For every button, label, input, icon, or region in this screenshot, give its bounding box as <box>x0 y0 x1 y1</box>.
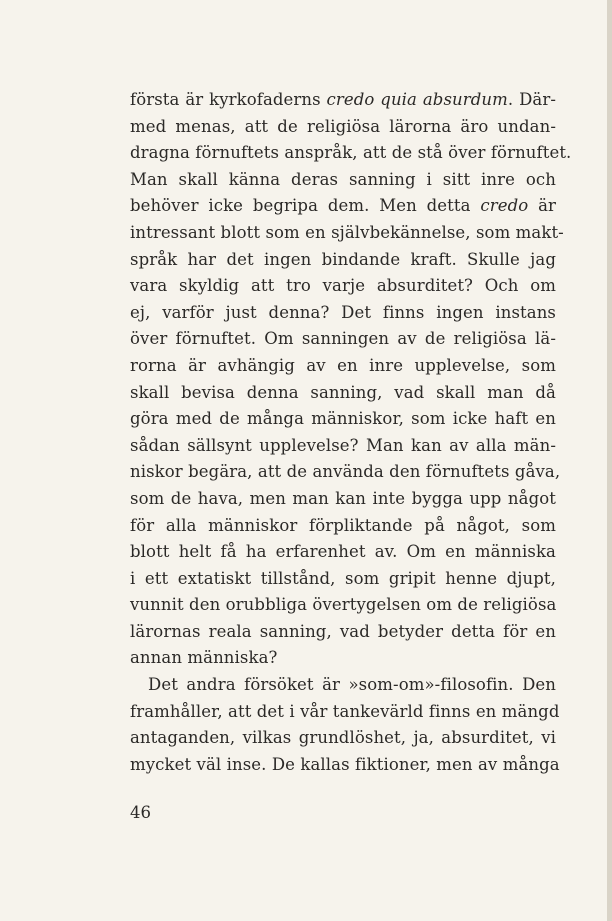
text-line: i ett extatiskt tillstånd, som gripit henne djupt, <box>130 568 556 588</box>
text-line: annan människa? <box>130 648 278 668</box>
text-line: behöver icke begripa dem. Men detta credo är <box>130 196 556 216</box>
text-line: första är kyrkofaderns credo quia absurdum. Där- <box>130 90 557 109</box>
text-line: vunnit den orubbliga övertygelsen om de religiösa <box>130 595 557 615</box>
page-number: 46 <box>130 803 151 822</box>
text-line: som de hava, men man kan inte bygga upp något <box>130 488 556 508</box>
text-line: intressant blott som en självbekännelse, som makt- <box>130 222 564 242</box>
text-line: ej, varför just denna? Det finns ingen instans <box>130 302 556 322</box>
text-line: över förnuftet. Om sanningen av de religiösa lä- <box>130 329 556 349</box>
text-line: språk har det ingen bindande kraft. Skulle jag <box>130 249 556 269</box>
text-line: mycket väl inse. De kallas fiktioner, men av många <box>130 754 560 774</box>
page-gutter-edge <box>607 0 612 921</box>
text-line: niskor begära, att de använda den förnuftets gåva, <box>130 462 561 482</box>
text-line: göra med de många människor, som icke haft en <box>130 409 556 429</box>
text-line: antaganden, vilkas grundlöshet, ja, absurditet, vi <box>130 728 556 748</box>
text-line: vara skyldig att tro varje absurditet? Och om <box>130 276 556 296</box>
text-line: med menas, att de religiösa lärorna äro undan- <box>130 116 556 136</box>
text-line: lärornas reala sanning, vad betyder detta för en <box>130 621 556 641</box>
text-line: skall bevisa denna sanning, vad skall man då <box>130 382 556 402</box>
text-line: dragna förnuftets anspråk, att de stå över förnuftet. <box>130 143 572 163</box>
text-line: Det andra försöket är »som-om»-filosofin. Den <box>148 675 556 695</box>
text-line: för alla människor förpliktande på något, som <box>130 515 556 535</box>
text-line: framhåller, att det i vår tankevärld finns en mängd <box>130 701 560 721</box>
text-line: sådan sällsynt upplevelse? Man kan av alla män- <box>130 435 556 455</box>
text-line: Man skall känna deras sanning i sitt inre och <box>130 169 556 189</box>
italic-phrase: credo <box>480 196 529 216</box>
body-text <box>130 87 572 778</box>
text-line: blott helt få ha erfarenhet av. Om en människa <box>130 542 556 562</box>
italic-phrase: credo quia absurdum <box>326 90 508 109</box>
text-line: rorna är avhängig av en inre upplevelse, som <box>130 355 556 375</box>
